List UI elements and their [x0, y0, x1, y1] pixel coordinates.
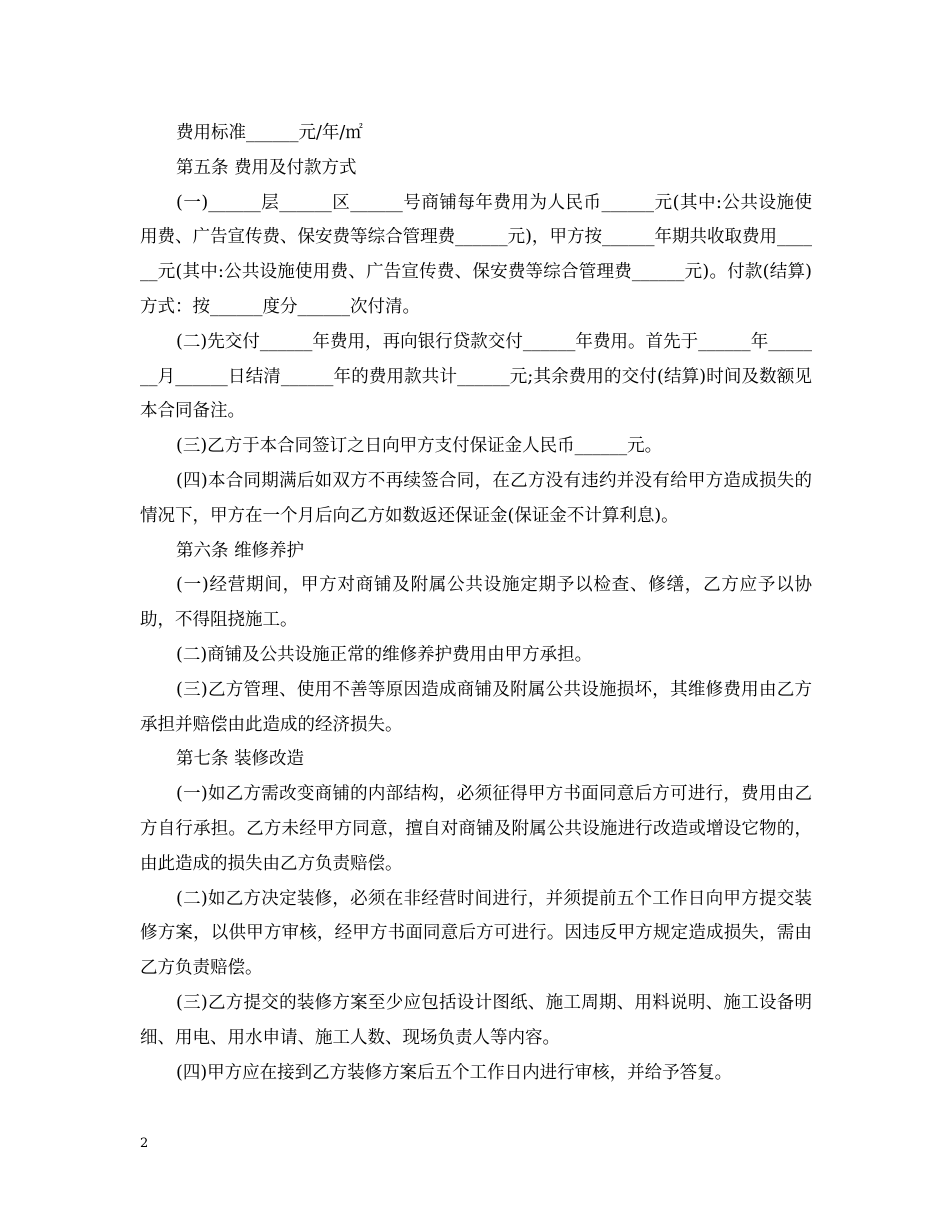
article-7-heading: 第七条 装修改造: [176, 749, 305, 770]
article-7-clause-1: (一)如乙方需改变商铺的内部结构，必须征得甲方书面同意后方可进行，费用由乙方自行承担。乙方未经甲方同意，擅自对商铺及附属公共设施进行改造或增设它物的，由此造成的损失由乙方负责赔偿。: [140, 784, 812, 874]
article-6-heading: 第六条 维修养护: [176, 540, 305, 561]
article-5-clause-3: (三)乙方于本合同签订之日向甲方支付保证金人民币______元。: [176, 436, 663, 457]
fee-standard-line: 费用标准______元/年/㎡: [176, 123, 363, 143]
article-7-clause-2: (二)如乙方决定装修，必须在非经营时间进行，并须提前五个工作日向甲方提交装修方案，以供甲方审核，经甲方书面同意后方可进行。因违反甲方规定造成损失，需由乙方负责赔偿。: [140, 888, 812, 979]
document-body: [140, 116, 812, 1090]
page-number: 2: [140, 1136, 149, 1151]
article-7-clause-4: (四)甲方应在接到乙方装修方案后五个工作日内进行审核，并给予答复。: [176, 1062, 733, 1083]
article-7-clause-3: (三)乙方提交的装修方案至少应包括设计图纸、施工周期、用料说明、施工设备明细、用电、用水申请、施工人数、现场负责人等内容。: [140, 992, 812, 1048]
article-6-clause-2: (二)商铺及公共设施正常的维修养护费用由甲方承担。: [176, 644, 593, 665]
article-5-clause-4: (四)本合同期满后如双方不再续签合同，在乙方没有违约并没有给甲方造成损失的情况下，甲方在一个月后向乙方如数返还保证金(保证金不计算利息)。: [140, 470, 812, 526]
article-5-heading: 第五条 费用及付款方式: [176, 157, 357, 178]
article-6-clause-3: (三)乙方管理、使用不善等原因造成商铺及附属公共设施损坏，其维修费用由乙方承担并赔偿由此造成的经济损失。: [140, 679, 812, 735]
article-6-clause-1: (一)经营期间，甲方对商铺及附属公共设施定期予以检查、修缮，乙方应予以协助，不得阻挠施工。: [140, 575, 812, 631]
article-5-clause-2: (二)先交付______年费用，再向银行贷款交付______年费用。首先于______年_______月______日结清______年的费用款共计______元;其余费用的交付(结算)时间及数额见本合同备注。: [140, 331, 812, 422]
article-5-clause-1: (一)______层______区______号商铺每年费用为人民币______元(其中:公共设施使用费、广告宣传费、保安费等综合管理费______元)，甲方按______年期共收取费用______元(其中:公共设施使用费、广告宣传费、保安费等综合管理费______元)。付款(结算)方式：按______度分______次付清。: [140, 192, 812, 317]
